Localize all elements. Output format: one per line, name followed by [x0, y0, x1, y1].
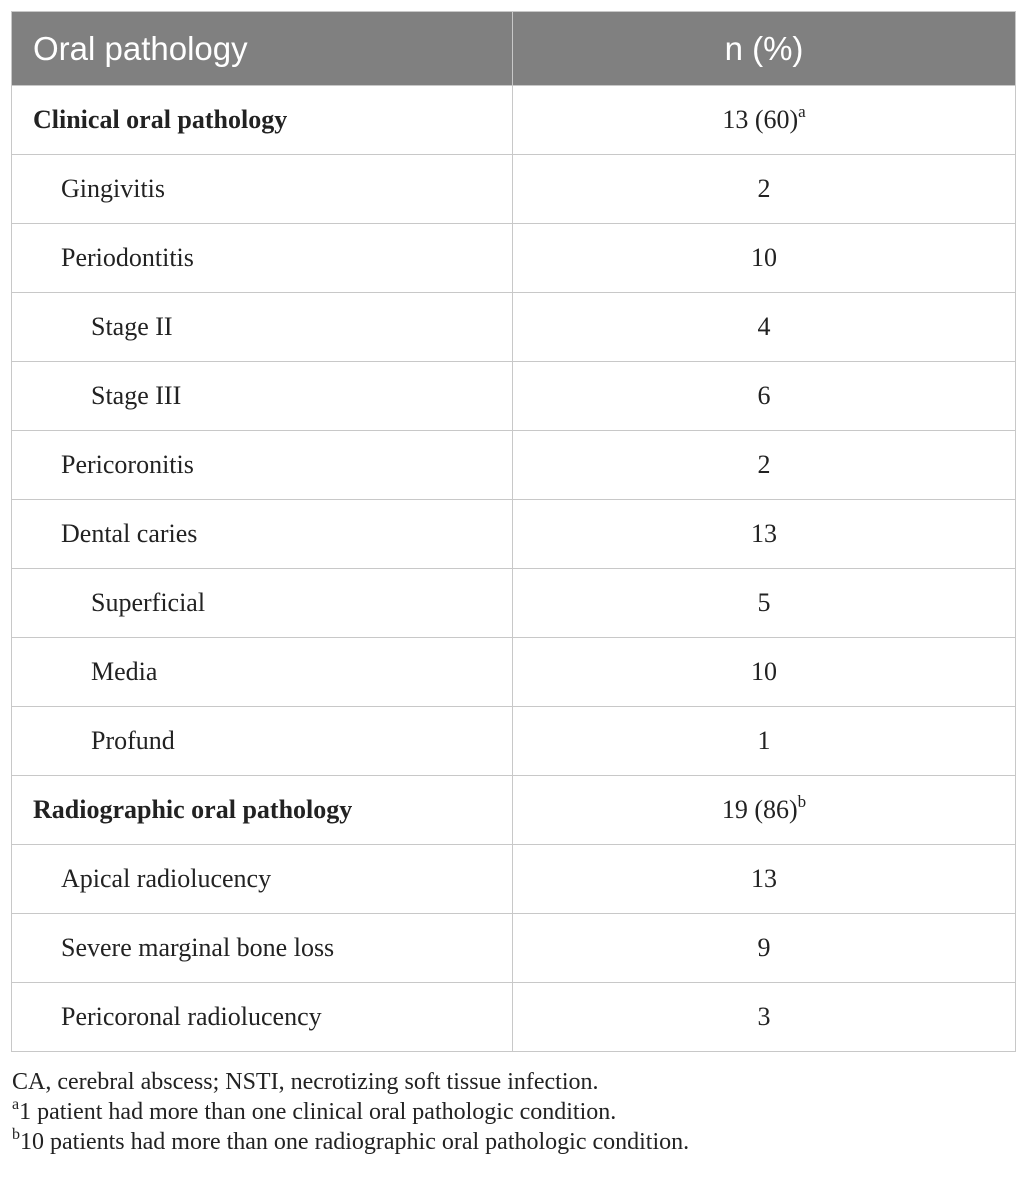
row-value-text: 2 [757, 174, 771, 203]
row-value [513, 845, 1016, 914]
table-row [12, 224, 1016, 293]
footnote-a [12, 1097, 689, 1127]
table-row [12, 776, 1016, 845]
footnote-a-mark: a [12, 1096, 20, 1113]
row-value-text: 6 [757, 381, 771, 410]
footnote-marker: a [798, 102, 806, 121]
row-value [513, 362, 1016, 431]
row-value [513, 293, 1016, 362]
row-value [513, 86, 1016, 155]
header-oral-pathology: Oral pathology [12, 12, 513, 86]
oral-pathology-table [11, 11, 1016, 1052]
row-label: Clinical oral pathology [12, 86, 513, 155]
table-row [12, 155, 1016, 224]
footnote-abbreviations: CA, cerebral abscess; NSTI, necrotizing soft tissue infection. [12, 1069, 599, 1095]
row-value-text: 13 [751, 519, 777, 548]
row-value [513, 776, 1016, 845]
table-row [12, 983, 1016, 1052]
footnote-marker: b [797, 792, 807, 811]
row-label: Radiographic oral pathology [12, 776, 513, 845]
row-value [513, 638, 1016, 707]
row-label: Media [12, 638, 513, 707]
row-label: Dental caries [12, 500, 513, 569]
row-label: Severe marginal bone loss [12, 914, 513, 983]
row-label: Stage III [12, 362, 513, 431]
table-row [12, 638, 1016, 707]
row-value [513, 707, 1016, 776]
row-label: Periodontitis [12, 224, 513, 293]
row-value [513, 155, 1016, 224]
row-value [513, 431, 1016, 500]
row-value-text: 5 [757, 588, 771, 617]
footnote-b-text: 10 patients had more than one radiographic oral pathologic condition. [20, 1129, 690, 1155]
table-row [12, 500, 1016, 569]
row-label: Superficial [12, 569, 513, 638]
footnote-b [12, 1127, 689, 1157]
row-value-text: 1 [757, 726, 771, 755]
row-value [513, 224, 1016, 293]
row-value [513, 500, 1016, 569]
table-row [12, 362, 1016, 431]
row-value-text: 19 (86) [721, 795, 798, 824]
table-row [12, 431, 1016, 500]
row-value-text: 9 [757, 933, 771, 962]
header-n-percent: n (%) [513, 12, 1016, 86]
row-value-text: 4 [757, 312, 771, 341]
row-label: Pericoronitis [12, 431, 513, 500]
oral-pathology-table-container [11, 11, 1015, 1052]
row-label: Gingivitis [12, 155, 513, 224]
row-label: Profund [12, 707, 513, 776]
row-value-text: 10 [751, 243, 777, 272]
footnote-a-text: 1 patient had more than one clinical oral pathologic condition. [19, 1099, 617, 1125]
row-value [513, 983, 1016, 1052]
table-row [12, 86, 1016, 155]
row-label: Apical radiolucency [12, 845, 513, 914]
header-row [12, 12, 1016, 86]
row-value-text: 13 (60) [722, 105, 799, 134]
row-value-text: 13 [751, 864, 777, 893]
table-row [12, 707, 1016, 776]
row-label: Pericoronal radiolucency [12, 983, 513, 1052]
table-row [12, 914, 1016, 983]
table-row [12, 569, 1016, 638]
row-value [513, 569, 1016, 638]
row-value-text: 10 [751, 657, 777, 686]
row-value-text: 2 [757, 450, 771, 479]
table-header [12, 12, 1016, 86]
row-value [513, 914, 1016, 983]
row-value-text: 3 [757, 1002, 771, 1031]
footnote-b-mark: b [12, 1126, 20, 1143]
table-body [12, 86, 1016, 1052]
row-label: Stage II [12, 293, 513, 362]
table-row [12, 845, 1016, 914]
table-footnotes [12, 1067, 689, 1157]
table-row [12, 293, 1016, 362]
